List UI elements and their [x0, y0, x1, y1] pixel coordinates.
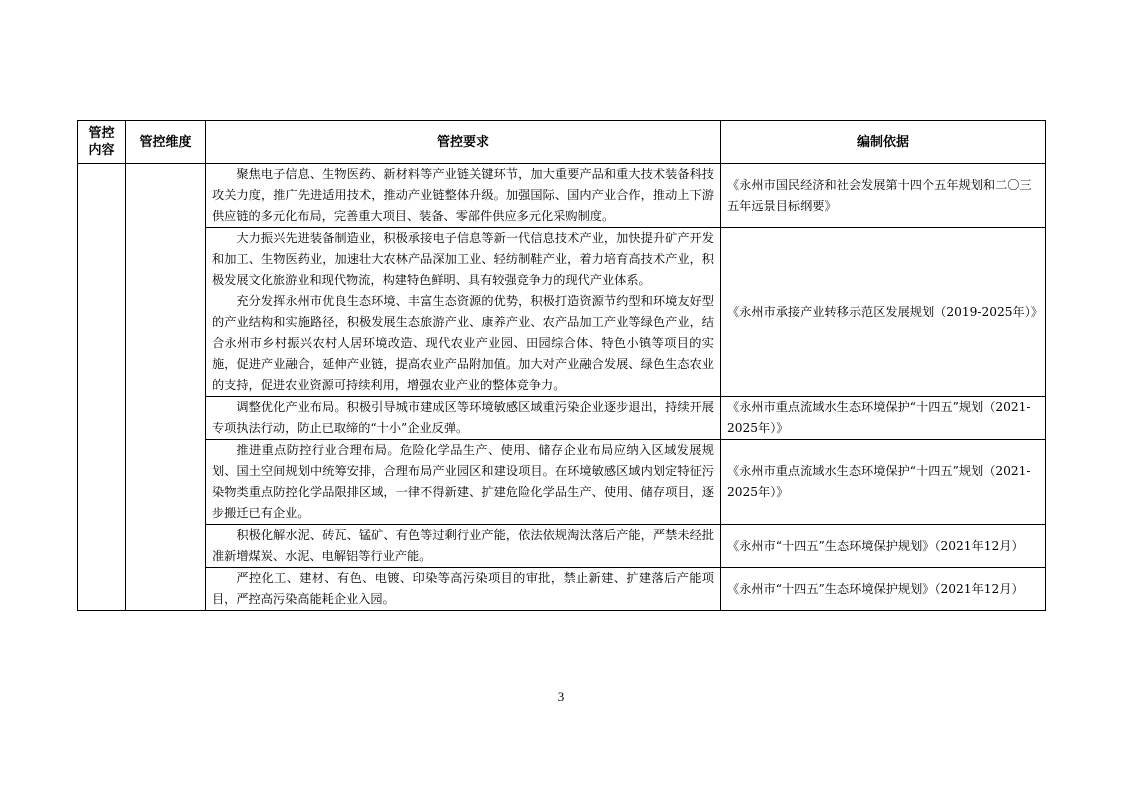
table-row	[78, 228, 1046, 397]
basis-text: 《永州市国民经济和社会发展第十四个五年规划和二〇三五年远景目标纲要》	[727, 177, 1032, 213]
requirement-text: 推进重点防控行业合理布局。危险化学品生产、使用、储存企业布局应纳入区域发展规划、国土空间规划中统筹安排，合理布局产业园区和建设项目。在环境敏感区域内划定特征污染物类重点防控化学品限排区域，一律不得新建、扩建危险化学品生产、使用、储存项目，逐步搬迁已有企业。	[212, 443, 714, 520]
requirement-cell	[206, 397, 721, 440]
requirement-text: 调整优化产业布局。积极引导城市建成区等环境敏感区域重污染企业逐步退出，持续开展专项执法行动，防止已取缔的“十小”企业反弹。	[212, 400, 714, 435]
page-number: 3	[557, 689, 565, 704]
requirement-cell	[206, 525, 721, 568]
header-basis: 编制依据	[721, 121, 1046, 164]
requirement-text: 充分发挥永州市优良生态环境、丰富生态资源的优势，积极打造资源节约型和环境友好型的产业结构和实施路径，积极发展生态旅游产业、康养产业、农产品加工产业等绿色产业，结合永州市乡村振兴农村人居环境改造、现代农业产业园、田园综合体、特色小镇等项目的实施，促进产业融合，延伸产业链，提高农业产品附加值。加大对产业融合发展、绿色生态农业的支持，促进农业资源可持续利用，增强农业产业的整体竞争力。	[212, 294, 714, 392]
header-content: 管控内容	[78, 121, 126, 164]
requirement-text: 积极化解水泥、砖瓦、锰矿、有色等过剩行业产能，依法依规淘汰落后产能，严禁未经批准新增煤炭、水泥、电解铝等行业产能。	[212, 528, 714, 563]
requirement-text: 严控化工、建材、有色、电镀、印染等高污染项目的审批，禁止新建、扩建落后产能项目，严控高污染高能耗企业入园。	[212, 571, 714, 606]
basis-text: 《永州市重点流域水生态环境保护“十四五”规划（2021-2025年）》	[727, 400, 1031, 435]
table-row	[78, 164, 1046, 228]
table-row	[78, 568, 1046, 611]
basis-cell	[721, 525, 1046, 568]
requirement-cell	[206, 164, 721, 228]
header-dimension: 管控维度	[126, 121, 206, 164]
basis-cell	[721, 568, 1046, 611]
table-header-row	[78, 121, 1046, 164]
content-cell	[78, 164, 126, 611]
requirement-text: 大力振兴先进装备制造业，积极承接电子信息等新一代信息技术产业，加快提升矿产开发和加工、生物医药业，加速壮大农林产品深加工业、轻纺制鞋产业，着力培育高技术产业，积极发展文化旅游业和现代物流，构建特色鲜明、具有较强竞争力的现代产业体系。	[212, 231, 714, 287]
table-row	[78, 525, 1046, 568]
basis-text: 《永州市“十四五”生态环境保护规划》（2021年12月）	[727, 581, 1024, 596]
table-row	[78, 397, 1046, 440]
basis-text: 《永州市承接产业转移示范区发展规划（2019-2025年）》	[727, 304, 1043, 319]
requirement-text: 聚焦电子信息、生物医药、新材料等产业链关键环节，加大重要产品和重大技术装备科技攻关力度，推广先进适用技术，推动产业链整体升级。加强国际、国内产业合作，推动上下游供应链的多元化布局，完善重大项目、装备、零部件供应多元化采购制度。	[212, 167, 714, 223]
header-requirement: 管控要求	[206, 121, 721, 164]
basis-cell	[721, 397, 1046, 440]
requirement-cell	[206, 228, 721, 397]
dimension-cell	[126, 164, 206, 611]
basis-cell	[721, 228, 1046, 397]
basis-text: 《永州市“十四五”生态环境保护规划》（2021年12月）	[727, 538, 1024, 553]
regulation-table	[77, 120, 1046, 611]
requirement-cell	[206, 568, 721, 611]
basis-text: 《永州市重点流域水生态环境保护“十四五”规划（2021-2025年）》	[727, 464, 1031, 499]
basis-cell	[721, 164, 1046, 228]
basis-cell	[721, 440, 1046, 525]
table-row	[78, 440, 1046, 525]
requirement-cell	[206, 440, 721, 525]
